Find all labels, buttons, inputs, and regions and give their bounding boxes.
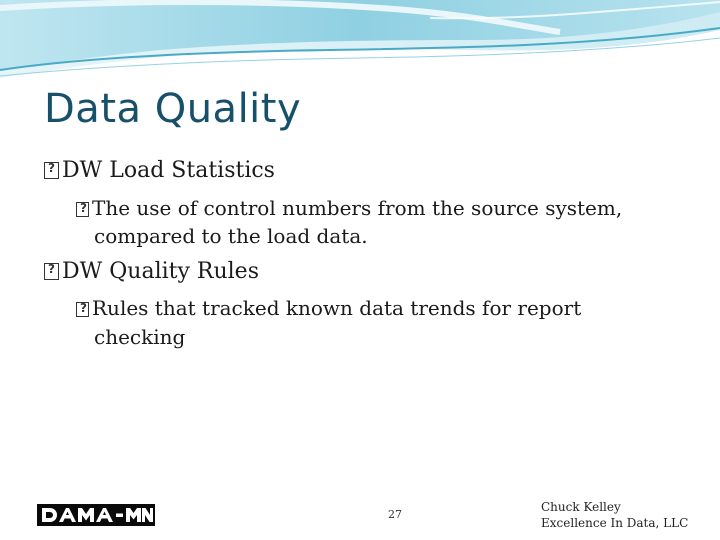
bullet-text: DW Load Statistics [62, 158, 275, 183]
header-swoosh-decoration [0, 0, 720, 90]
missing-glyph-bullet-icon [44, 162, 59, 179]
missing-glyph-bullet-icon [76, 202, 89, 217]
author-name: Chuck Kelley [541, 500, 621, 514]
bullet-text: DW Quality Rules [62, 259, 259, 284]
bullet-text: Rules that tracked known data trends for report [92, 296, 582, 320]
missing-glyph-bullet-icon [44, 263, 59, 280]
bullet-continuation: checking [94, 325, 186, 349]
bullet-level2-data-trends [76, 296, 581, 320]
dama-mn-logo-icon [37, 504, 155, 526]
bullet-text: The use of control numbers from the source system, [92, 196, 623, 220]
missing-glyph-bullet-icon [76, 302, 89, 317]
page-number: 27 [388, 508, 402, 521]
bullet-level2-control-numbers [76, 196, 622, 220]
bullet-level1-load-statistics [44, 158, 275, 183]
dama-mn-logo [37, 504, 155, 526]
slide-title: Data Quality [44, 86, 302, 132]
author-company: Excellence In Data, LLC [541, 516, 689, 530]
bullet-continuation: compared to the load data. [94, 224, 368, 248]
author-credit [541, 499, 688, 531]
bullet-level1-quality-rules [44, 259, 259, 284]
